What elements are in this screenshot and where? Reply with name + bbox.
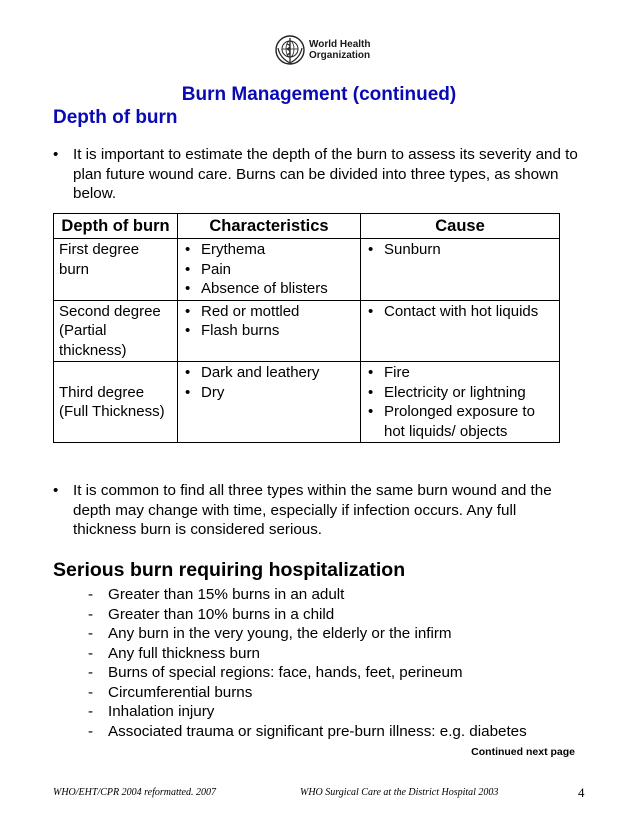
- table-row: [54, 239, 560, 301]
- depth-cell: First degree burn: [54, 239, 178, 301]
- section-subtitle: Depth of burn: [53, 107, 178, 128]
- list-item: - Inhalation injury: [88, 702, 527, 722]
- after-table-paragraph: [53, 481, 583, 540]
- intro-paragraph: [53, 145, 583, 204]
- list-item: - Any burn in the very young, the elderly or the infirm: [88, 624, 527, 644]
- characteristics-cell: [178, 239, 361, 301]
- list-item: - Greater than 15% burns in an adult: [88, 585, 527, 605]
- footer-center: WHO Surgical Care at the District Hospital 2003: [300, 787, 499, 798]
- list-item: • Pain: [183, 260, 355, 280]
- page-title: Burn Management (continued): [181, 84, 457, 105]
- list-item: • Fire: [366, 363, 554, 383]
- list-item: - Any full thickness burn: [88, 644, 527, 664]
- burn-depth-table: [53, 213, 560, 443]
- continued-note: Continued next page: [471, 746, 575, 758]
- list-item: • Prolonged exposure to hot liquids/ objects: [366, 402, 554, 441]
- depth-cell: Second degree (Partial thickness): [54, 300, 178, 362]
- list-item: • Contact with hot liquids: [366, 302, 554, 322]
- list-item: - Associated trauma or significant pre-burn illness: e.g. diabetes: [88, 722, 527, 742]
- depth-cell: Third degree (Full Thickness): [54, 362, 178, 443]
- cause-cell: [361, 239, 560, 301]
- bullet-icon: •: [53, 482, 59, 499]
- table-row: [54, 362, 560, 443]
- hospitalization-list: [88, 585, 527, 741]
- page-number: 4: [578, 785, 585, 800]
- footer-left: WHO/EHT/CPR 2004 reformatted. 2007: [53, 787, 216, 798]
- characteristics-cell: [178, 362, 361, 443]
- list-item: • Red or mottled: [183, 302, 355, 322]
- who-logo-text: [309, 39, 370, 61]
- list-item: • Dark and leathery: [183, 363, 355, 383]
- list-item: - Circumferential burns: [88, 683, 527, 703]
- cause-cell: [361, 362, 560, 443]
- header-depth: Depth of burn: [54, 214, 178, 239]
- logo-line-1: World Health: [309, 39, 371, 50]
- bullet-icon: •: [53, 146, 59, 163]
- list-item: - Burns of special regions: face, hands, feet, perineum: [88, 663, 527, 683]
- table-header-row: [54, 214, 560, 239]
- intro-text: It is important to estimate the depth of the burn to assess its severity and to plan future wound care. Burns can be divided into three types, as shown below.: [73, 146, 578, 202]
- cause-cell: [361, 300, 560, 362]
- header-cause: Cause: [361, 214, 560, 239]
- header-characteristics: Characteristics: [178, 214, 361, 239]
- who-emblem-icon: [274, 34, 306, 66]
- logo-line-2: Organization: [309, 50, 371, 61]
- list-item: - Greater than 10% burns in a child: [88, 605, 527, 625]
- list-item: • Erythema: [183, 240, 355, 260]
- hospitalization-heading: Serious burn requiring hospitalization: [53, 559, 406, 581]
- list-item: • Absence of blisters: [183, 279, 355, 299]
- list-item: • Dry: [183, 383, 355, 403]
- list-item: • Flash burns: [183, 321, 355, 341]
- list-item: • Sunburn: [366, 240, 554, 260]
- table-row: [54, 300, 560, 362]
- list-item: • Electricity or lightning: [366, 383, 554, 403]
- characteristics-cell: [178, 300, 361, 362]
- who-logo: [274, 34, 374, 66]
- after-table-text: It is common to find all three types within the same burn wound and the depth may change with time, especially if infection occurs. Any full thickness burn is considered serious.: [73, 482, 552, 538]
